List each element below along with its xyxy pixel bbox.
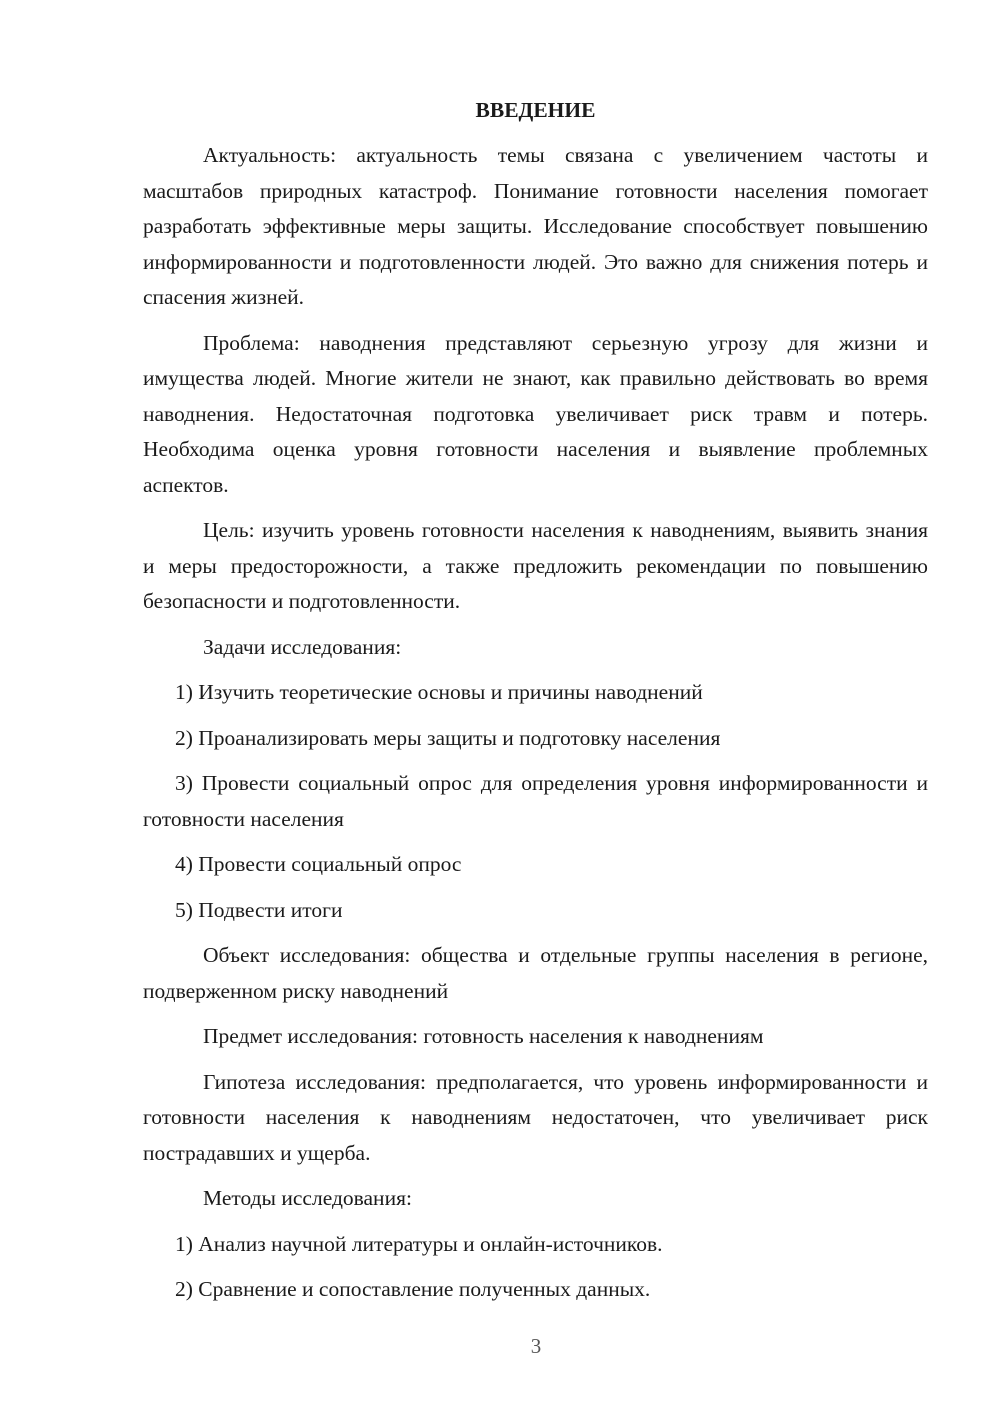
object-paragraph: Объект исследования: общества и отдельные группы населения в регионе, подверженном риску наводнений	[143, 943, 928, 1003]
task-item-1: 1) Изучить теоретические основы и причины наводнений	[175, 680, 703, 704]
subject-paragraph: Предмет исследования: готовность населения к наводнениям	[203, 1024, 764, 1048]
task-item-2: 2) Проанализировать меры защиты и подготовку населения	[175, 725, 721, 750]
methods-heading: Методы исследования:	[203, 1186, 412, 1210]
page-content	[143, 92, 928, 1318]
problem-paragraph: Проблема: наводнения представляют серьезную угрозу для жизни и имущества людей. Многие жители не знают, как правильно действовать во время наводнения. Недостаточная подготовка увеличивает риск травм и потерь. Необходима оценка уровня готовности населения и выявление проблемных аспектов.	[143, 330, 928, 497]
task-item-5: 5) Подвести итоги	[175, 897, 343, 922]
method-item-1: 1) Анализ научной литературы и онлайн-источников.	[175, 1231, 663, 1256]
page-title: ВВЕДЕНИЕ	[475, 98, 596, 122]
goal-paragraph: Цель: изучить уровень готовности населения к наводнениям, выявить знания и меры предосторожности, а также предложить рекомендации по повышению безопасности и подготовленности.	[143, 518, 928, 613]
task-item-3: 3) Провести социальный опрос для определения уровня информированности и готовности населения	[143, 771, 928, 831]
method-item-2: 2) Сравнение и сопоставление полученных данных.	[175, 1277, 651, 1301]
hypothesis-paragraph: Гипотеза исследования: предполагается, что уровень информированности и готовности населения к наводнениям недостаточен, что увеличивает риск пострадавших и ущерба.	[143, 1069, 928, 1165]
task-item-4: 4) Провести социальный опрос	[175, 852, 462, 876]
relevance-paragraph: Актуальность: актуальность темы связана с увеличением частоты и масштабов природных катастроф. Понимание готовности населения помогает разработать эффективные меры защиты. Исследование способствует повышению информированности и подготовленности людей. Это важно для снижения потерь и спасения жизней.	[143, 143, 928, 309]
tasks-heading: Задачи исследования:	[203, 634, 402, 659]
page-number: 3	[530, 1334, 542, 1358]
